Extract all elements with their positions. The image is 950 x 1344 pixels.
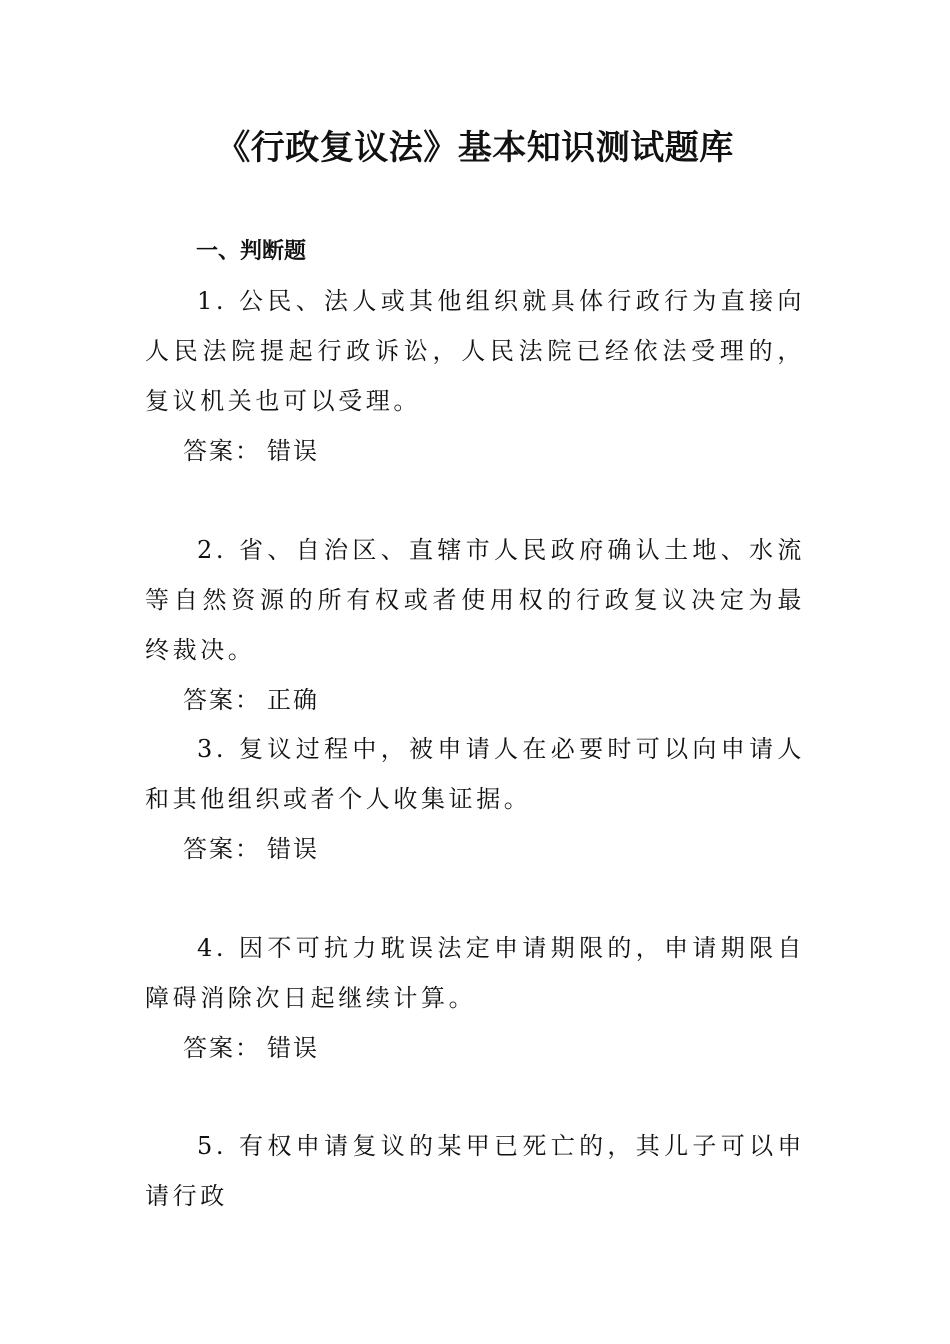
- answer-value: 错误: [267, 835, 319, 863]
- answer-value: 正确: [267, 686, 319, 714]
- answer-line: [145, 1023, 805, 1073]
- question-text: 2. 省、自治区、直辖市人民政府确认土地、水流等自然资源的所有权或者使用权的行政复议决定为最终裁决。: [145, 536, 805, 664]
- question-item: [145, 923, 805, 1073]
- question-item: [145, 525, 805, 725]
- answer-line: [145, 824, 805, 874]
- answer-line: [145, 675, 805, 725]
- question-text: 5. 有权申请复议的某甲已死亡的，其儿子可以申请行政: [145, 1132, 805, 1210]
- question-item: [145, 724, 805, 874]
- section-heading: 一、判断题: [196, 239, 307, 264]
- answer-label: 答案：: [183, 835, 261, 863]
- answer-label: 答案：: [183, 1034, 261, 1062]
- answer-value: 错误: [267, 437, 319, 465]
- question-text: 4. 因不可抗力耽误法定申请期限的，申请期限自障碍消除次日起继续计算。: [145, 934, 805, 1012]
- document-title: 《行政复议法》基本知识测试题库: [216, 128, 734, 168]
- answer-label: 答案：: [183, 437, 261, 465]
- answer-value: 错误: [267, 1034, 319, 1062]
- question-item: [145, 1121, 805, 1221]
- question-item: [145, 276, 805, 476]
- answer-line: [145, 426, 805, 476]
- answer-label: 答案：: [183, 686, 261, 714]
- question-text: 3. 复议过程中，被申请人在必要时可以向申请人和其他组织或者个人收集证据。: [145, 735, 805, 813]
- question-text: 1. 公民、法人或其他组织就具体行政行为直接向人民法院提起行政诉讼，人民法院已经依法受理的，复议机关也可以受理。: [145, 287, 805, 415]
